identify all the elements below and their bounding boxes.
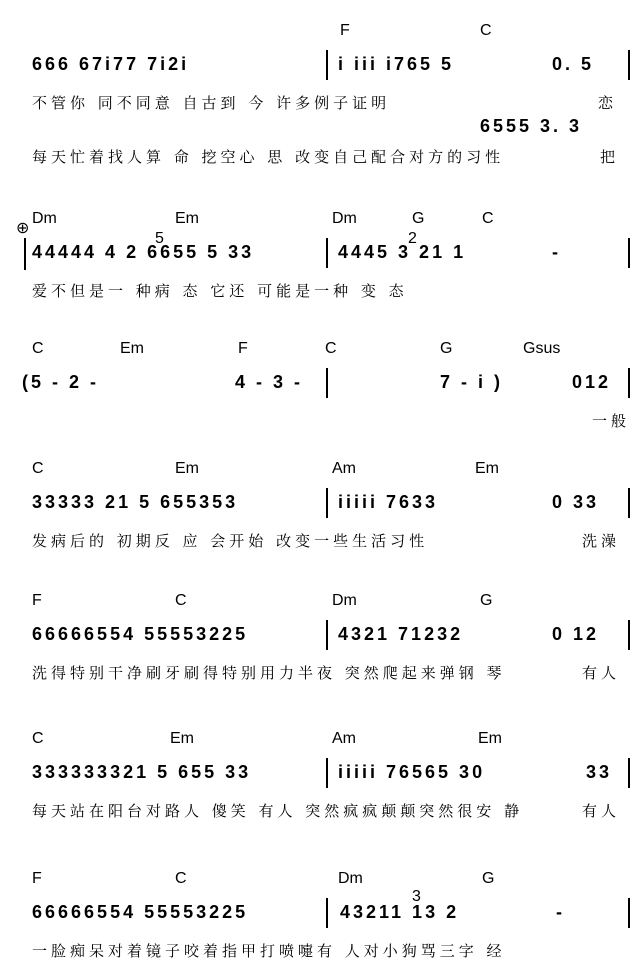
bar-line bbox=[326, 368, 328, 398]
chord-symbol: F bbox=[32, 592, 42, 609]
chord-symbol: Em bbox=[175, 210, 199, 227]
note-group: 66666554 55553225 bbox=[32, 902, 249, 922]
bar-line bbox=[326, 488, 328, 518]
chord-symbol: C bbox=[175, 592, 187, 609]
note-group: 33 bbox=[586, 762, 613, 782]
chord-symbol: C bbox=[32, 340, 44, 357]
lyric-line: 有人 bbox=[582, 802, 621, 820]
lyric-line: 发病后的 初期反 应 会开始 改变一些生活习性 bbox=[32, 532, 429, 550]
note-group: 333333321 5 655 33 bbox=[32, 762, 252, 782]
grace-note: 2 bbox=[408, 230, 417, 247]
chord-symbol: C bbox=[32, 730, 44, 747]
chord-symbol: Am bbox=[332, 460, 356, 477]
chord-symbol: C bbox=[325, 340, 337, 357]
note-group: - bbox=[552, 242, 561, 262]
note-group: 6555 3. 3 bbox=[480, 116, 583, 136]
note-group: 44444 4 2 6655 5 33 bbox=[32, 242, 255, 262]
chord-symbol: F bbox=[238, 340, 248, 357]
note-group: 666 67i77 7i2i bbox=[32, 54, 190, 74]
chord-symbol: G bbox=[412, 210, 425, 227]
chord-symbol: G bbox=[480, 592, 493, 609]
lyric-line: 洗得特别干净刷牙刷得特别用力半夜 突然爬起来弹钢 琴 bbox=[32, 664, 506, 682]
chord-symbol: Dm bbox=[338, 870, 363, 887]
note-group: iiiii 76565 30 bbox=[338, 762, 486, 782]
bar-line bbox=[628, 368, 630, 398]
lyric-line: 有人 bbox=[582, 664, 621, 682]
note-group: 43211 13 2 bbox=[340, 902, 460, 922]
bar-line bbox=[628, 238, 630, 268]
chord-symbol: F bbox=[340, 22, 350, 39]
note-group: i iii i765 5 bbox=[338, 54, 455, 74]
bar-line bbox=[326, 758, 328, 788]
chord-symbol: Em bbox=[478, 730, 502, 747]
note-group: 0 33 bbox=[552, 492, 600, 512]
lyric-line: 每天站在阳台对路人 傻笑 有人 突然疯疯颠颠突然很安 静 bbox=[32, 802, 524, 820]
chord-symbol: Dm bbox=[332, 210, 357, 227]
coda-sign: ⊕ bbox=[16, 218, 30, 237]
bar-line bbox=[24, 238, 26, 270]
bar-line bbox=[326, 898, 328, 928]
lyric-line: 一脸痴呆对着镜子咬着指甲打喷嚏有 人对小狗骂三字 经 bbox=[32, 942, 506, 960]
chord-symbol: Em bbox=[170, 730, 194, 747]
chord-symbol: C bbox=[32, 460, 44, 477]
note-group: 0 12 bbox=[552, 624, 600, 644]
chord-symbol: C bbox=[482, 210, 494, 227]
chord-symbol: Dm bbox=[332, 592, 357, 609]
chord-symbol: Gsus bbox=[523, 340, 561, 357]
note-group: 33333 21 5 655353 bbox=[32, 492, 239, 512]
chord-symbol: Em bbox=[120, 340, 144, 357]
chord-symbol: Am bbox=[332, 730, 356, 747]
bar-line bbox=[628, 488, 630, 518]
lyric-line: 每天忙着找人算 命 挖空心 思 改变自己配合对方的习性 bbox=[32, 148, 505, 166]
chord-symbol: G bbox=[482, 870, 495, 887]
chord-symbol: C bbox=[175, 870, 187, 887]
bar-line bbox=[628, 620, 630, 650]
note-group: 4 - 3 - bbox=[235, 372, 304, 392]
note-group: 66666554 55553225 bbox=[32, 624, 249, 644]
note-group: 012 bbox=[572, 372, 612, 392]
note-group: 0. 5 bbox=[552, 54, 595, 74]
bar-line bbox=[628, 758, 630, 788]
lyric-line: 把 bbox=[600, 148, 620, 166]
lyric-line: 洗澡 bbox=[582, 532, 621, 550]
note-group: - bbox=[556, 902, 565, 922]
bar-line bbox=[326, 50, 328, 80]
note-group: 4445 3 21 1 bbox=[338, 242, 467, 262]
grace-note: 5 bbox=[155, 230, 164, 247]
note-group: 4321 71232 bbox=[338, 624, 464, 644]
chord-symbol: F bbox=[32, 870, 42, 887]
lyric-line: 不管你 同不同意 自古到 今 许多例子证明 bbox=[32, 94, 391, 112]
bar-line bbox=[326, 238, 328, 268]
chord-symbol: Em bbox=[175, 460, 199, 477]
lyric-line: 恋 bbox=[598, 94, 618, 112]
bar-line bbox=[326, 620, 328, 650]
bar-line bbox=[628, 50, 630, 80]
note-group: 7 - i ) bbox=[440, 372, 504, 392]
chord-symbol: Em bbox=[475, 460, 499, 477]
lyric-line: 一般 bbox=[592, 412, 631, 430]
chord-symbol: C bbox=[480, 22, 492, 39]
bar-line bbox=[628, 898, 630, 928]
lyric-line: 爱不但是一 种病 态 它还 可能是一种 变 态 bbox=[32, 282, 408, 300]
note-group: (5 - 2 - bbox=[22, 372, 100, 392]
note-group: iiiii 7633 bbox=[338, 492, 439, 512]
chord-symbol: Dm bbox=[32, 210, 57, 227]
chord-symbol: G bbox=[440, 340, 453, 357]
triplet-mark: 3 bbox=[412, 888, 421, 905]
